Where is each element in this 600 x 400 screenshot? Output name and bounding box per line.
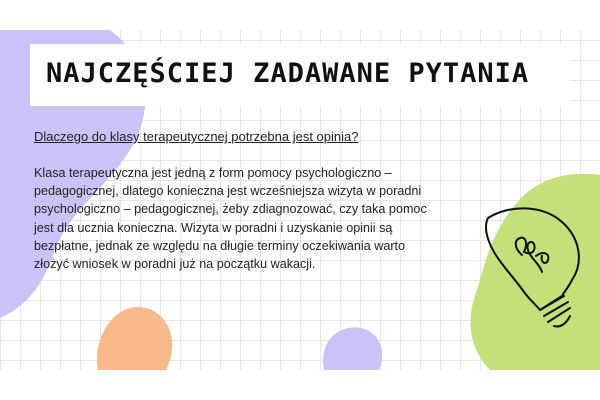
- lavender-blob-small: [318, 322, 388, 370]
- faq-question: Dlaczego do klasy terapeutycznej potrzebna jest opinia?: [34, 129, 359, 144]
- answer-line: Klasa terapeutyczna jest jedną z form pomocy psychologiczno –: [34, 166, 392, 180]
- answer-line: bezpłatne, jednak ze względu na długie terminy oczekiwania warto: [34, 238, 406, 253]
- answer-line: psychologiczno – pedagogicznej, żeby zdiagnozować, czy taka pomoc: [34, 202, 427, 217]
- answer-line: jest dla ucznia konieczna. Wizyta w poradni i uzyskanie opinii są: [34, 220, 393, 235]
- answer-line: złożyć wniosek w poradni już na początku wakacji.: [34, 257, 316, 272]
- light-bulb-icon: [480, 200, 595, 330]
- answer-line: pedagogicznej, dlatego konieczna jest wcześniejsza wizyta w poradni: [34, 184, 422, 199]
- peach-blob: [88, 300, 178, 370]
- faq-answer: [34, 164, 454, 273]
- top-white-band: [0, 0, 600, 30]
- bottom-white-band: [0, 370, 600, 400]
- page-title: NAJCZĘŚCIEJ ZADAWANE PYTANIA: [46, 58, 530, 89]
